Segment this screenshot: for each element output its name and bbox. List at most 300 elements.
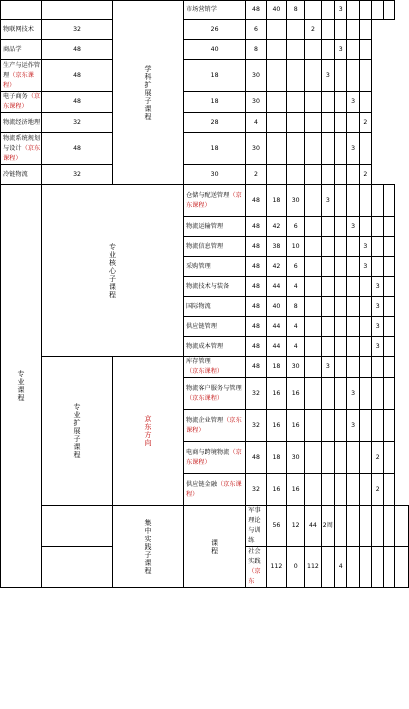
value-cell: [335, 165, 347, 185]
value-cell: [287, 165, 305, 185]
value-cell: [359, 337, 371, 357]
value-cell: [347, 277, 359, 297]
value-cell: [321, 277, 334, 297]
course-name: 库存管理: [186, 358, 211, 365]
value-cell: 30: [184, 165, 246, 185]
value-cell: [305, 92, 321, 113]
value-cell: 18: [266, 442, 286, 474]
table-row: [1, 133, 409, 165]
value-cell: [384, 257, 394, 277]
value-cell: [359, 40, 371, 60]
value-cell: 3: [347, 133, 359, 165]
value-cell: 3: [359, 257, 371, 277]
group-label-text: 专业扩展子课程: [73, 403, 81, 459]
value-cell: [347, 337, 359, 357]
value-cell: [305, 317, 321, 337]
jd-course-tag: （京东课程）: [186, 191, 242, 209]
value-cell: [384, 1, 394, 20]
value-cell: 48: [246, 357, 267, 378]
course-name: 电商与跨境物流: [186, 448, 230, 456]
value-cell: [384, 297, 394, 317]
group-label-text: 京东方向: [144, 415, 152, 447]
empty-cell: [42, 506, 113, 547]
value-cell: 30: [287, 185, 305, 217]
group-label: [42, 185, 184, 357]
value-cell: 16: [287, 474, 305, 506]
value-cell: [266, 60, 286, 92]
value-cell: 48: [246, 442, 267, 474]
value-cell: [347, 40, 359, 60]
value-cell: 3: [335, 40, 347, 60]
value-cell: [335, 217, 347, 237]
value-cell: [266, 165, 286, 185]
group-label-text: 集中实践子课程: [144, 518, 152, 575]
value-cell: [287, 92, 305, 113]
value-cell: [335, 92, 347, 113]
value-cell: [335, 133, 347, 165]
jd-course-tag: （京东课程）: [186, 416, 242, 434]
value-cell: [347, 547, 359, 588]
jd-course-tag: （京东课程）: [3, 144, 41, 162]
value-cell: [347, 20, 359, 40]
group-label-text: 学科扩展子课程: [144, 64, 152, 121]
jd-course-tag: （京东课程）: [186, 368, 224, 375]
value-cell: [359, 442, 371, 474]
value-cell: [335, 185, 347, 217]
course-name-cell: [246, 506, 267, 547]
value-cell: [384, 337, 394, 357]
course-name-cell: [1, 133, 42, 165]
value-cell: 4: [335, 547, 347, 588]
group-label-text: 课程: [210, 538, 219, 555]
value-cell: [347, 60, 359, 92]
jd-course-tag: （京东: [248, 568, 261, 585]
value-cell: [359, 1, 371, 20]
value-cell: [347, 317, 359, 337]
value-cell: 32: [42, 20, 113, 40]
course-name: 物流经济地理: [3, 118, 41, 126]
value-cell: 6: [287, 217, 305, 237]
course-name-cell: [1, 165, 42, 185]
course-name: 军事理论与训练: [248, 507, 261, 544]
value-cell: 6: [246, 20, 267, 40]
value-cell: [335, 357, 347, 378]
value-cell: [305, 133, 321, 165]
value-cell: [321, 237, 334, 257]
value-cell: [335, 410, 347, 442]
value-cell: [347, 357, 359, 378]
group-label: [42, 357, 113, 506]
value-cell: 30: [287, 357, 305, 378]
value-cell: [359, 547, 371, 588]
course-name-cell: [184, 217, 246, 237]
value-cell: 48: [246, 277, 267, 297]
value-cell: 2周: [321, 506, 334, 547]
value-cell: [359, 60, 371, 92]
course-name: 市场营销学: [186, 6, 217, 13]
value-cell: 56: [266, 506, 286, 547]
value-cell: 112: [305, 547, 321, 588]
value-cell: 32: [246, 474, 267, 506]
value-cell: 44: [305, 506, 321, 547]
table-row: [1, 113, 409, 133]
value-cell: [321, 165, 334, 185]
course-name-cell: [184, 474, 246, 506]
value-cell: 38: [266, 237, 286, 257]
value-cell: [321, 410, 334, 442]
value-cell: [335, 378, 347, 410]
value-cell: [347, 185, 359, 217]
value-cell: 32: [246, 410, 267, 442]
value-cell: 16: [266, 474, 286, 506]
value-cell: [359, 506, 371, 547]
value-cell: 16: [266, 410, 286, 442]
value-cell: 3: [347, 410, 359, 442]
course-name-cell: [1, 40, 42, 60]
value-cell: 18: [266, 357, 286, 378]
value-cell: 48: [246, 257, 267, 277]
value-cell: 48: [246, 337, 267, 357]
value-cell: 3: [372, 317, 384, 337]
value-cell: 3: [347, 378, 359, 410]
value-cell: [305, 217, 321, 237]
value-cell: [384, 277, 394, 297]
value-cell: 16: [287, 410, 305, 442]
value-cell: [287, 133, 305, 165]
value-cell: [305, 297, 321, 317]
course-name-cell: [184, 337, 246, 357]
value-cell: 18: [184, 133, 246, 165]
course-name: 国际物流: [186, 302, 211, 310]
course-name: 商品学: [3, 45, 22, 53]
value-cell: 32: [42, 113, 113, 133]
value-cell: [321, 317, 334, 337]
value-cell: [305, 60, 321, 92]
value-cell: [372, 506, 384, 547]
value-cell: 48: [42, 133, 113, 165]
value-cell: [266, 113, 286, 133]
value-cell: 30: [287, 442, 305, 474]
value-cell: 3: [335, 1, 347, 20]
course-name-cell: [184, 317, 246, 337]
value-cell: [359, 92, 371, 113]
value-cell: [359, 378, 371, 410]
value-cell: 6: [287, 257, 305, 277]
value-cell: [372, 217, 384, 237]
value-cell: [384, 474, 394, 506]
value-cell: [305, 357, 321, 378]
course-name-cell: [184, 237, 246, 257]
table-row: [1, 60, 409, 92]
value-cell: [359, 133, 371, 165]
value-cell: 4: [287, 277, 305, 297]
table-row: [1, 357, 409, 378]
value-cell: [335, 60, 347, 92]
value-cell: 28: [184, 113, 246, 133]
value-cell: [347, 1, 359, 20]
group-label-text: 专业核心子课程: [108, 242, 117, 299]
value-cell: [266, 92, 286, 113]
value-cell: 16: [266, 378, 286, 410]
value-cell: 42: [266, 217, 286, 237]
value-cell: [305, 474, 321, 506]
value-cell: 44: [266, 317, 286, 337]
value-cell: [321, 257, 334, 277]
course-name: 物流客户服务与管理: [186, 384, 242, 392]
value-cell: [372, 410, 384, 442]
value-cell: [372, 237, 384, 257]
value-cell: 3: [372, 337, 384, 357]
value-cell: [384, 547, 394, 588]
value-cell: [305, 165, 321, 185]
group-label: [113, 1, 184, 185]
value-cell: 12: [287, 506, 305, 547]
value-cell: [384, 506, 394, 547]
course-name-cell: [184, 378, 246, 410]
value-cell: 48: [246, 1, 267, 20]
value-cell: [335, 257, 347, 277]
value-cell: [335, 474, 347, 506]
value-cell: 3: [347, 217, 359, 237]
value-cell: [335, 317, 347, 337]
value-cell: [359, 297, 371, 317]
value-cell: [305, 378, 321, 410]
value-cell: 48: [246, 217, 267, 237]
value-cell: [321, 297, 334, 317]
course-name-cell: [1, 60, 42, 92]
course-name: 冷链物流: [3, 170, 28, 178]
value-cell: 48: [246, 237, 267, 257]
value-cell: [266, 20, 286, 40]
value-cell: 2: [372, 442, 384, 474]
empty-cell: [42, 547, 113, 588]
value-cell: [359, 474, 371, 506]
value-cell: 16: [287, 378, 305, 410]
value-cell: 30: [246, 133, 267, 165]
value-cell: [335, 20, 347, 40]
value-cell: 48: [246, 317, 267, 337]
value-cell: 44: [266, 337, 286, 357]
value-cell: [305, 40, 321, 60]
value-cell: [305, 410, 321, 442]
value-cell: [321, 92, 334, 113]
value-cell: [384, 442, 394, 474]
value-cell: 2: [359, 165, 371, 185]
value-cell: [347, 165, 359, 185]
jd-course-tag: （京东课程）: [186, 480, 242, 498]
course-name: 供应链管理: [186, 322, 217, 330]
table-row: [1, 165, 409, 185]
value-cell: [321, 1, 334, 20]
value-cell: [335, 113, 347, 133]
value-cell: [321, 442, 334, 474]
value-cell: 42: [266, 257, 286, 277]
value-cell: 4: [246, 113, 267, 133]
value-cell: [384, 317, 394, 337]
value-cell: [305, 337, 321, 357]
jd-course-tag: （京东课程）: [3, 93, 41, 110]
value-cell: 30: [246, 60, 267, 92]
value-cell: 30: [246, 92, 267, 113]
value-cell: [321, 40, 334, 60]
value-cell: 8: [287, 1, 305, 20]
group-label-text: 专业课程: [17, 370, 25, 402]
course-name-cell: [184, 410, 246, 442]
value-cell: [359, 277, 371, 297]
value-cell: [372, 1, 384, 20]
value-cell: [335, 297, 347, 317]
value-cell: 3: [359, 237, 371, 257]
value-cell: [384, 357, 394, 378]
value-cell: 48: [42, 40, 113, 60]
value-cell: [305, 185, 321, 217]
course-name: 物流技术与装备: [186, 282, 230, 290]
course-name-cell: [1, 113, 42, 133]
table-body: [1, 1, 409, 588]
value-cell: [321, 113, 334, 133]
value-cell: [305, 113, 321, 133]
value-cell: [347, 506, 359, 547]
value-cell: 112: [266, 547, 286, 588]
value-cell: [305, 277, 321, 297]
value-cell: [372, 357, 384, 378]
value-cell: [305, 442, 321, 474]
course-name-cell: [184, 185, 246, 217]
value-cell: [347, 257, 359, 277]
value-cell: 32: [42, 165, 113, 185]
value-cell: [384, 410, 394, 442]
course-name-cell: [184, 357, 246, 378]
value-cell: [321, 133, 334, 165]
course-name: 电子商务: [3, 93, 28, 100]
value-cell: [359, 185, 371, 217]
table-row: [1, 185, 409, 217]
value-cell: [335, 237, 347, 257]
table-row: [1, 40, 409, 60]
value-cell: 3: [321, 185, 334, 217]
value-cell: 26: [184, 20, 246, 40]
group-label: [184, 506, 246, 588]
value-cell: [321, 547, 334, 588]
course-name: 物流企业管理: [186, 416, 224, 424]
value-cell: [335, 337, 347, 357]
course-name: 采购管理: [186, 262, 211, 270]
value-cell: 44: [266, 277, 286, 297]
value-cell: [359, 20, 371, 40]
value-cell: 3: [372, 297, 384, 317]
course-name: 物流运输管理: [186, 222, 224, 230]
value-cell: [347, 113, 359, 133]
course-name-cell: [184, 1, 246, 20]
value-cell: 48: [246, 297, 267, 317]
value-cell: [372, 185, 384, 217]
course-name-cell: [184, 277, 246, 297]
value-cell: [384, 378, 394, 410]
value-cell: [287, 113, 305, 133]
course-name-cell: [184, 257, 246, 277]
value-cell: 2: [372, 474, 384, 506]
course-name: 社会实践: [248, 548, 261, 565]
value-cell: [321, 337, 334, 357]
value-cell: [305, 257, 321, 277]
value-cell: 3: [372, 277, 384, 297]
value-cell: [384, 217, 394, 237]
empty-cell: [1, 1, 42, 20]
empty-cell: [42, 1, 113, 20]
value-cell: 18: [266, 185, 286, 217]
value-cell: [266, 133, 286, 165]
value-cell: [372, 378, 384, 410]
value-cell: 8: [287, 297, 305, 317]
value-cell: [372, 257, 384, 277]
value-cell: [394, 547, 408, 588]
course-name-cell: [1, 20, 42, 40]
value-cell: 10: [287, 237, 305, 257]
value-cell: 2: [246, 165, 267, 185]
value-cell: 3: [347, 92, 359, 113]
value-cell: [305, 237, 321, 257]
table-row: [1, 1, 409, 20]
value-cell: [287, 20, 305, 40]
value-cell: [335, 277, 347, 297]
value-cell: 18: [184, 60, 246, 92]
value-cell: 8: [246, 40, 267, 60]
value-cell: 0: [287, 547, 305, 588]
course-name: 物流成本管理: [186, 342, 224, 350]
value-cell: 40: [184, 40, 246, 60]
value-cell: [305, 1, 321, 20]
value-cell: [384, 237, 394, 257]
value-cell: [321, 378, 334, 410]
course-name: 仓储与配送管理: [186, 191, 230, 199]
value-cell: 4: [287, 337, 305, 357]
value-cell: 48: [42, 92, 113, 113]
value-cell: [335, 506, 347, 547]
value-cell: [266, 40, 286, 60]
value-cell: [347, 474, 359, 506]
table-row: [1, 506, 409, 547]
value-cell: [359, 357, 371, 378]
value-cell: [394, 506, 408, 547]
value-cell: 18: [184, 92, 246, 113]
value-cell: [321, 20, 334, 40]
value-cell: [287, 40, 305, 60]
value-cell: [347, 297, 359, 317]
jd-course-tag: （京东课程）: [186, 448, 242, 466]
jd-course-tag: （京东课程）: [186, 394, 224, 402]
value-cell: 48: [246, 185, 267, 217]
value-cell: 40: [266, 297, 286, 317]
course-name: 物流系统规划与设计: [3, 134, 41, 152]
value-cell: [347, 237, 359, 257]
course-name-cell: [1, 92, 42, 113]
value-cell: 48: [42, 60, 113, 92]
jd-course-tag: （京东课程）: [3, 71, 34, 89]
table-row: [1, 92, 409, 113]
value-cell: 2: [359, 113, 371, 133]
value-cell: 3: [321, 357, 334, 378]
value-cell: [359, 317, 371, 337]
value-cell: 32: [246, 378, 267, 410]
value-cell: [287, 60, 305, 92]
group-label: [113, 357, 184, 506]
course-name-cell: [184, 297, 246, 317]
group-label: [113, 506, 184, 588]
course-name-cell: [246, 547, 267, 588]
value-cell: [359, 217, 371, 237]
value-cell: [384, 185, 394, 217]
course-name: 生产与运作管理: [3, 61, 41, 79]
